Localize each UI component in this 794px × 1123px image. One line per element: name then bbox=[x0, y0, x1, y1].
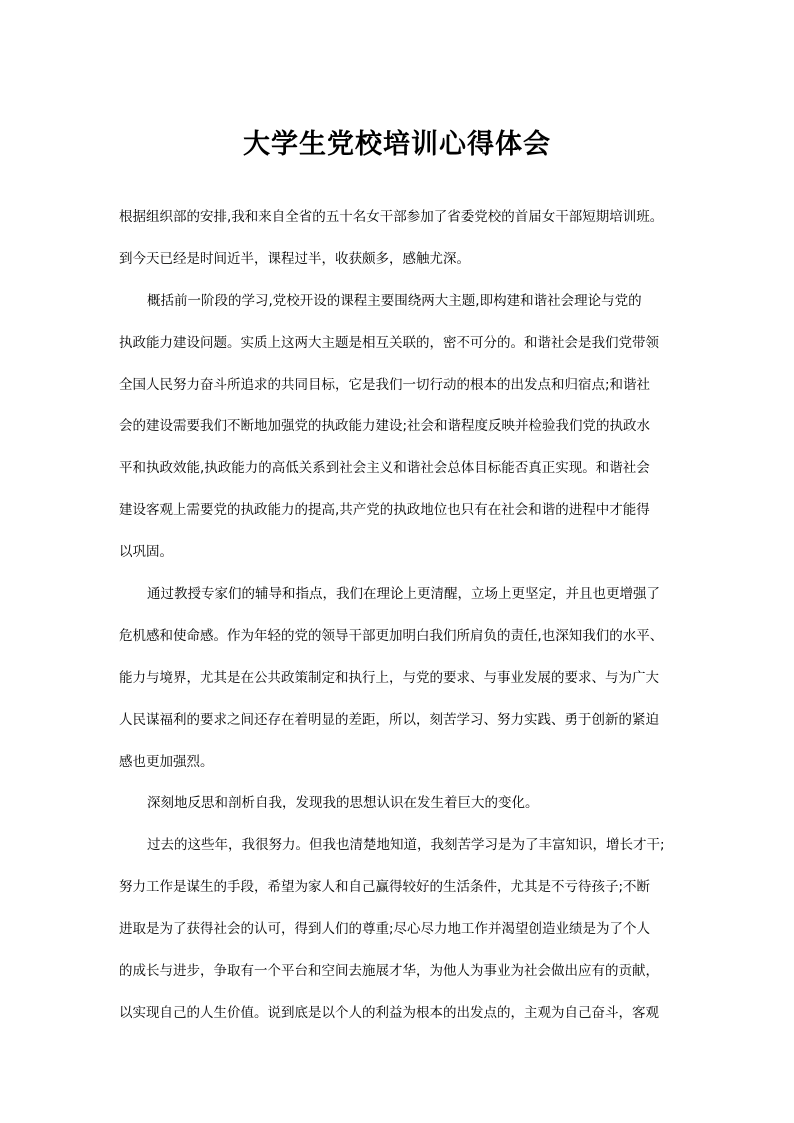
document-body bbox=[119, 197, 675, 1035]
text-line: 到今天已经是时间近半，课程过半，收获颇多，感触尤深。 bbox=[119, 250, 470, 267]
text-line: 的成长与进步，争取有一个平台和空间去施展才华，为他人为事业为社会做出应有的贡献， bbox=[119, 963, 659, 980]
text-line: 概括前一阶段的学习,党校开设的课程主要围绕两大主题,即构建和谐社会理论与党的 bbox=[147, 292, 642, 309]
text-line: 努力工作是谋生的手段，希望为家人和自己赢得较好的生活条件，尤其是不亏待孩子;不断 bbox=[119, 879, 651, 896]
text-line: 人民谋福利的要求之间还存在着明显的差距，所以，刻苦学习、努力实践、勇于创新的紧迫 bbox=[119, 711, 659, 728]
text-line: 以实现自己的人生价值。说到底是以个人的利益为根本的出发点的，主观为自己奋斗，客观 bbox=[119, 1004, 659, 1021]
text-line: 通过教授专家们的辅导和指点，我们在理论上更清醒，立场上更坚定，并且也更增强了 bbox=[147, 586, 660, 603]
text-line: 执政能力建设问题。实质上这两大主题是相互关联的，密不可分的。和谐社会是我们党带领 bbox=[119, 334, 659, 351]
text-line: 深刻地反思和剖析自我，发现我的思想认识在发生着巨大的变化。 bbox=[147, 795, 539, 812]
text-line: 会的建设需要我们不断地加强党的执政能力建设;社会和谐程度反映并检验我们党的执政水 bbox=[119, 418, 651, 435]
text-line: 危机感和使命感。作为年轻的党的领导干部更加明白我们所肩负的责任,也深知我们的水平、 bbox=[119, 627, 664, 644]
text-line: 根据组织部的安排,我和来自全省的五十名女干部参加了省委党校的首届女干部短期培训班。 bbox=[119, 209, 664, 225]
text-line: 建设客观上需要党的执政能力的提高,共产党的执政地位也只有在社会和谐的进程中才能得 bbox=[119, 502, 650, 519]
text-line: 全国人民努力奋斗所追求的共同目标，它是我们一切行动的根本的出发点和归宿点;和谐社 bbox=[119, 376, 651, 393]
text-line: 以巩固。 bbox=[119, 544, 173, 561]
text-line: 平和执政效能,执政能力的高低关系到社会主义和谐社会总体目标能否真正实现。和谐社会 bbox=[119, 460, 650, 477]
document-title: 大学生党校培训心得体会 bbox=[243, 129, 551, 160]
text-line: 进取是为了获得社会的认可，得到人们的尊重;尽心尽力地工作并渴望创造业绩是为了个人 bbox=[119, 921, 651, 938]
text-line: 过去的这些年，我很努力。但我也清楚地知道，我刻苦学习是为了丰富知识，增长才干; bbox=[147, 837, 665, 854]
text-line: 感也更加强烈。 bbox=[119, 753, 214, 770]
text-line: 能力与境界，尤其是在公共政策制定和执行上，与党的要求、与事业发展的要求、与为广大 bbox=[119, 669, 659, 686]
